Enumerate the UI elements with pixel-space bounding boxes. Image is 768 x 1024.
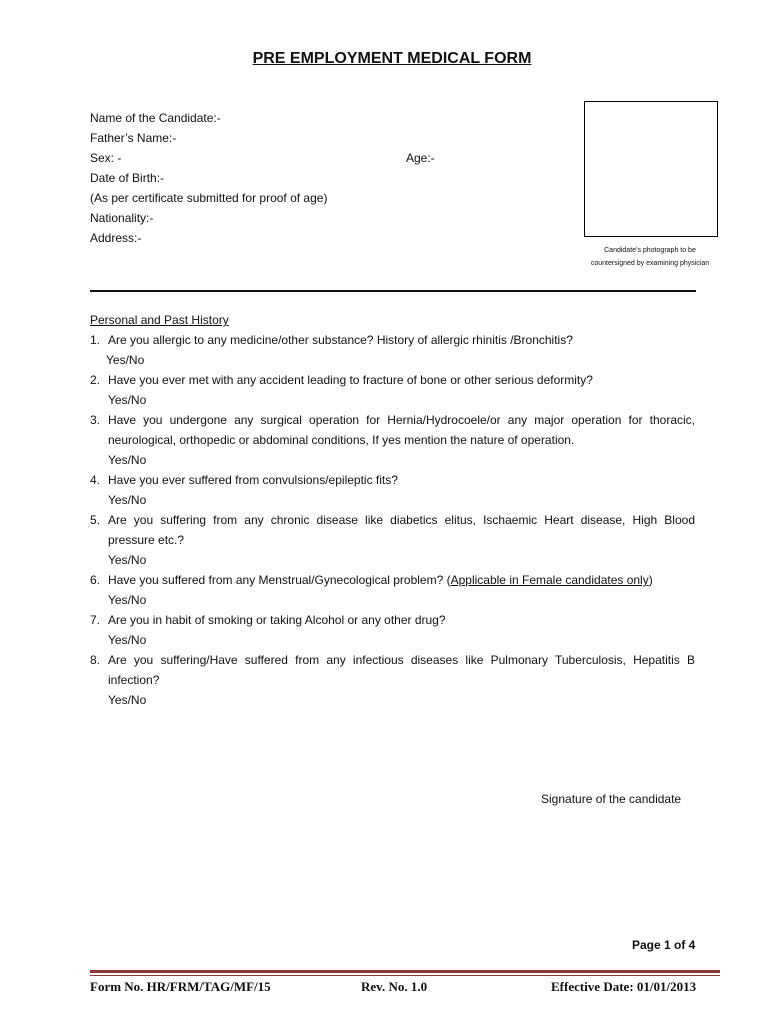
yes-no-answer: Yes/No xyxy=(108,693,147,707)
section-divider xyxy=(90,290,696,292)
question-text-continued: infection? xyxy=(108,673,160,687)
yes-no-answer: Yes/No xyxy=(108,493,147,507)
section-title: Personal and Past History xyxy=(90,313,229,327)
question-text: Are you suffering from any chronic disease like diabetics elitus, Ischaemic Heart disease, High Blood xyxy=(108,513,695,527)
question-number: 5. xyxy=(90,513,101,527)
question-text-continued: pressure etc.? xyxy=(108,533,185,547)
question-text: Are you in habit of smoking or taking Alcohol or any other drug? xyxy=(108,613,446,627)
father-name-label: Father’s Name:- xyxy=(90,131,177,145)
footer-rule-thin xyxy=(90,975,720,976)
revision-number: Rev. No. 1.0 xyxy=(361,979,428,994)
sex-label: Sex: - xyxy=(90,151,122,165)
nationality-label: Nationality:- xyxy=(90,211,154,225)
form-number: Form No. HR/FRM/TAG/MF/15 xyxy=(90,979,271,994)
candidate-name-label: Name of the Candidate:- xyxy=(90,111,221,125)
page-number: Page 1 of 4 xyxy=(632,938,696,952)
signature-label: Signature of the candidate xyxy=(541,792,682,806)
question-number: 6. xyxy=(90,573,101,587)
yes-no-answer: Yes/No xyxy=(108,633,147,647)
female-only-note: Applicable in Female candidates only xyxy=(450,573,649,587)
photo-caption-line-1: Candidate’s photograph to be xyxy=(604,247,696,254)
footer-rule-thick xyxy=(90,970,720,973)
question-text: Have you ever suffered from convulsions/epileptic fits? xyxy=(108,473,398,487)
question-number: 4. xyxy=(90,473,101,487)
address-label: Address:- xyxy=(90,231,142,245)
effective-date: Effective Date: 01/01/2013 xyxy=(551,979,697,994)
question-number: 7. xyxy=(90,613,101,627)
question-number: 2. xyxy=(90,373,101,387)
yes-no-answer: Yes/No xyxy=(108,553,147,567)
question-text-continued: neurological, orthopedic or abdominal conditions, If yes mention the nature of operation. xyxy=(108,433,575,447)
photo-caption-line-2: countersigned by examining physician xyxy=(590,260,710,267)
question-number: 3. xyxy=(90,413,101,427)
page-title: PRE EMPLOYMENT MEDICAL FORM xyxy=(252,50,532,67)
dob-note: (As per certificate submitted for proof of age) xyxy=(90,191,328,205)
yes-no-answer: Yes/No xyxy=(106,353,145,367)
yes-no-answer: Yes/No xyxy=(108,393,147,407)
question-number: 1. xyxy=(90,333,101,347)
question-text xyxy=(108,573,653,587)
yes-no-answer: Yes/No xyxy=(108,453,147,467)
age-label: Age:- xyxy=(406,151,435,165)
yes-no-answer: Yes/No xyxy=(108,593,147,607)
question-text: Have you undergone any surgical operation for Hernia/Hydrocoele/or any major operation for thoracic, xyxy=(108,413,695,427)
question-text-main: Have you suffered from any Menstrual/Gynecological problem? ( xyxy=(108,573,451,587)
question-text: Have you ever met with any accident leading to fracture of bone or other serious deformity? xyxy=(108,373,593,387)
closing-paren: ) xyxy=(648,573,653,587)
dob-label: Date of Birth:- xyxy=(90,171,165,185)
question-text: Are you allergic to any medicine/other substance? History of allergic rhinitis /Bronchitis? xyxy=(108,333,573,347)
question-text: Are you suffering/Have suffered from any infectious diseases like Pulmonary Tuberculosis, Hepatitis B xyxy=(108,653,695,667)
photo-box xyxy=(584,101,718,237)
question-number: 8. xyxy=(90,653,101,667)
